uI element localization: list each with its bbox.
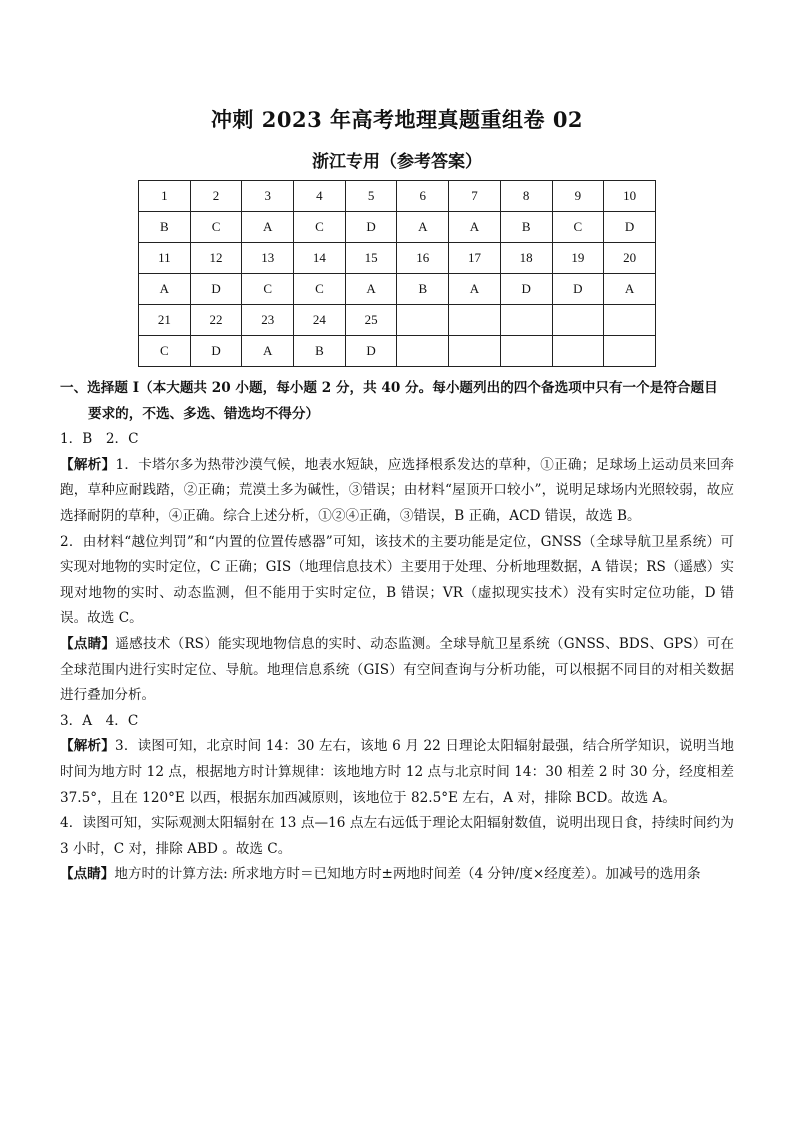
question-number-cell: 21 [139,305,191,336]
answer-cell: B [500,212,552,243]
question-number-cell: 22 [190,305,242,336]
question-number-cell: 5 [345,181,397,212]
answer-row [139,212,656,243]
section-heading: 一、选择题 I（本大题共 20 小题，每小题 2 分，共 40 分。每小题列出的四个备选项中只有一个是符合题目 [60,380,718,396]
question-number-cell: 17 [449,243,501,274]
answer-cell [500,336,552,367]
question-number-cell [449,305,501,336]
question-number-cell: 25 [345,305,397,336]
tip-tag: 【点睛】 [60,635,116,652]
question-number-cell: 13 [242,243,294,274]
answer-cell: A [449,274,501,305]
answer-cell: C [294,274,346,305]
answers-q1-2: 1．B 2．C [60,431,139,448]
answer-cell: D [604,212,656,243]
answer-cell: A [449,212,501,243]
answer-cell [604,336,656,367]
question-number-cell: 19 [552,243,604,274]
answer-cell [397,336,449,367]
answer-row [139,274,656,305]
analysis-q4: 4．读图可知，实际观测太阳辐射在 13 点—16 点左右远低于理论太阳辐射数值，说明出现日食，持续时间约为 3 小时，C 对，排除 ABD 。故选 C。 [60,815,734,857]
analysis-q2: 2．由材料“越位判罚”和“内置的位置传感器”可知，该技术的主要功能是定位，GNSS（全球导航卫星系统）可实现对地物的实时定位，C 正确；GIS（地理信息技术）主要用于处理、分析地理数据，A 错误；RS（遥感）实现对地物的实时、动态监测，但不能用于实时定位，B 错误；VR（虚拟现实技术）没有实时定位功能，D 错误。故选 C。 [60,533,734,627]
question-number-cell: 3 [242,181,294,212]
question-number-cell: 11 [139,243,191,274]
tip-q1-2: 【点睛】遥感技术（RS）能实现地物信息的实时、动态监测。全球导航卫星系统（GNSS、BDS、GPS）可在全球范围内进行实时定位、导航。地理信息系统（GIS）有空间查询与分析功能，可以根据不同目的对相关数据进行叠加分析。 [60,635,734,704]
answer-cell: A [397,212,449,243]
answer-cell: C [294,212,346,243]
section-heading-cont: 要求的，不选、多选、错选均不得分） [88,405,320,422]
answer-cell: D [552,274,604,305]
document-subtitle: 浙江专用（参考答案） [312,152,482,172]
question-number-cell: 20 [604,243,656,274]
question-number-cell: 15 [345,243,397,274]
answers-q3-4: 3．A 4．C [60,712,139,729]
question-number-cell: 24 [294,305,346,336]
question-number-cell: 4 [294,181,346,212]
answer-cell: C [552,212,604,243]
answer-cell [449,336,501,367]
question-number-cell: 23 [242,305,294,336]
answer-cell: C [242,274,294,305]
answer-cell: D [190,336,242,367]
document-title: 冲刺 2023 年高考地理真题重组卷 02 [210,107,584,132]
answer-cell: A [242,336,294,367]
answer-cell: B [294,336,346,367]
analysis-q1: 【解析】1．卡塔尔多为热带沙漠气候，地表水短缺，应选择根系发达的草种，①正确；足球场上运动员来回奔跑，草种应耐践踏，②正确；荒漠土多为碱性，③错误；由材料“屋顶开口较小”，说明足球场内光照较弱，故应选择耐阴的草种，④正确。综合上述分析，①②④正确，③错误，B 正确，ACD 错误，故选 B。 [60,456,734,524]
answer-cell: A [345,274,397,305]
answer-cell: B [397,274,449,305]
tip-q3-4: 【点睛】地方时的计算方法: 所求地方时＝已知地方时±两地时间差（4 分钟/度×经度差）。加减号的选用条 [60,866,701,883]
answer-cell: D [500,274,552,305]
question-number-cell: 10 [604,181,656,212]
tip-tag: 【点睛】 [60,866,115,883]
question-number-cell: 16 [397,243,449,274]
answer-cell: D [345,212,397,243]
answer-cell: A [242,212,294,243]
answer-cell: A [604,274,656,305]
question-number-cell: 8 [500,181,552,212]
question-number-cell [397,305,449,336]
question-number-cell: 7 [449,181,501,212]
question-number-row [139,181,656,212]
question-number-cell: 14 [294,243,346,274]
answer-row [139,336,656,367]
question-number-cell: 9 [552,181,604,212]
question-number-row [139,305,656,336]
analysis-tag: 【解析】 [60,456,116,473]
question-number-cell [552,305,604,336]
analysis-tag: 【解析】 [60,738,116,755]
question-number-cell: 1 [139,181,191,212]
analysis-q3: 【解析】3．读图可知，北京时间 14：30 左右，该地 6 月 22 日理论太阳辐射最强，结合所学知识，说明当地时间为地方时 12 点，根据地方时计算规律：该地地方时 12 点与北京时间 14：30 相差 2 时 30 分，经度相差 37.5°，且在 120°E 以西，根据东加西减原则，该地位于 82.5°E 左右，A 对，排除 BCD。故选 A。 [60,738,734,806]
question-number-cell: 12 [190,243,242,274]
question-number-cell: 18 [500,243,552,274]
answer-cell: C [139,336,191,367]
answer-cell: D [190,274,242,305]
question-number-cell: 6 [397,181,449,212]
answer-cell: A [139,274,191,305]
answer-cell [552,336,604,367]
answer-cell: B [139,212,191,243]
question-number-cell [604,305,656,336]
question-number-cell [500,305,552,336]
question-number-row [139,243,656,274]
question-number-cell: 2 [190,181,242,212]
answer-table [138,180,656,367]
answer-explanations [60,376,734,888]
answer-cell: D [345,336,397,367]
answer-cell: C [190,212,242,243]
